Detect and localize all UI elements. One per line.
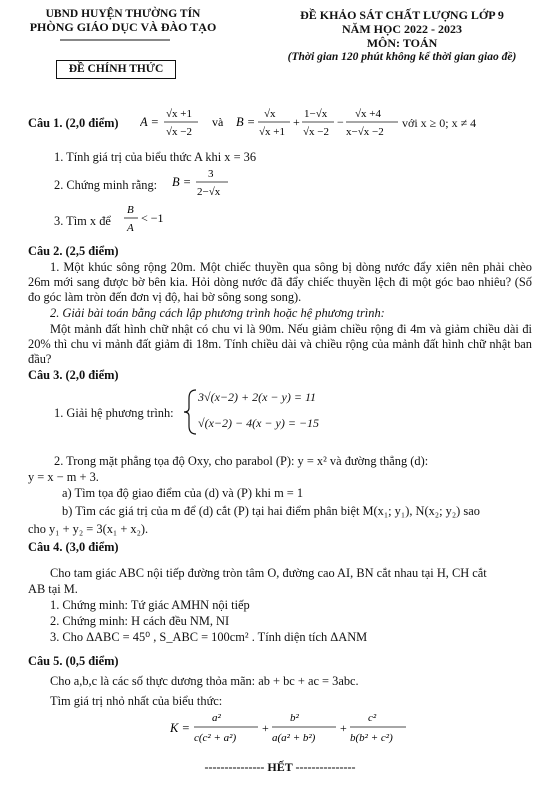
header-right xyxy=(254,8,550,64)
q1-formula-a-b xyxy=(140,104,440,146)
q2-part2: 2. Giải bài toán bằng cách lập phương trình hoặc hệ phương trình: xyxy=(50,306,385,320)
q1-condition: với x ≥ 0; x ≠ 4 xyxy=(402,116,477,130)
q3-part2-line2: y = x − m + 3. xyxy=(28,470,99,484)
svg-text:+: + xyxy=(340,721,347,735)
department-name: PHÒNG GIÁO DỤC VÀ ĐÀO TẠO xyxy=(29,20,217,34)
q3-part2a: a) Tìm tọa độ giao điểm của (d) và (P) khi m = 1 xyxy=(62,486,304,500)
header-underline xyxy=(60,38,170,42)
q4-part1: 1. Chứng minh: Tứ giác AMHN nội tiếp xyxy=(50,598,250,612)
svg-text:b²: b² xyxy=(290,712,299,724)
svg-text:c²: c² xyxy=(368,712,377,724)
q4-intro-line1: Cho tam giác ABC nội tiếp đường tròn tâm O, đường cao AI, BN cắt nhau tại H, CH cắt xyxy=(50,566,487,580)
district-name: UBND HUYỆN THƯỜNG TÍN xyxy=(45,8,201,20)
svg-text:√x −2: √x −2 xyxy=(303,126,329,138)
svg-text:c(c² + a²): c(c² + a²) xyxy=(194,732,237,744)
q3-part1-prefix: 1. Giải hệ phương trình: xyxy=(54,406,174,420)
q1-part1: 1. Tính giá trị của biểu thức A khi x = 36 xyxy=(54,150,257,164)
q5-line1: Cho a,b,c là các số thực dương thỏa mãn: ab + bc + ac = 3abc. xyxy=(50,674,359,688)
q5-title: Câu 5. (0,5 điểm) xyxy=(28,654,119,668)
school-year: NĂM HỌC 2022 - 2023 xyxy=(342,22,462,36)
q5-line2: Tìm giá trị nhỏ nhất của biểu thức: xyxy=(50,694,223,708)
q3-equation1: 3√(x−2) + 2(x − y) = 11 xyxy=(198,390,317,404)
svg-text:B =: B = xyxy=(236,115,256,129)
q2-title: Câu 2. (2,5 điểm) xyxy=(28,244,119,258)
exam-title: ĐỀ KHẢO SÁT CHẤT LƯỢNG LỚP 9 xyxy=(300,8,504,22)
header-left xyxy=(18,8,228,34)
svg-text:1−√x: 1−√x xyxy=(304,108,328,120)
svg-text:A: A xyxy=(127,222,134,234)
svg-text:+: + xyxy=(293,115,300,129)
svg-text:−: − xyxy=(337,115,344,129)
svg-text:x−√x −2: x−√x −2 xyxy=(346,126,384,138)
svg-text:B =: B = xyxy=(172,175,192,189)
q4-intro-line2: AB tại M. xyxy=(28,582,78,596)
svg-text:A =: A = xyxy=(140,115,159,129)
svg-text:< −1: < −1 xyxy=(141,211,164,225)
svg-text:√x +4: √x +4 xyxy=(355,108,381,120)
subject: MÔN: TOÁN xyxy=(366,36,438,50)
svg-text:3: 3 xyxy=(208,168,214,180)
q4-title: Câu 4. (3,0 điểm) xyxy=(28,540,119,554)
end-marker: --------------- HẾT --------------- xyxy=(204,760,356,774)
q3-part2-line1: 2. Trong mặt phẳng tọa độ Oxy, cho parabol (P): y = x² và đường thẳng (d): xyxy=(54,454,429,468)
q4-part2: 2. Chứng minh: H cách đều NM, NI xyxy=(50,614,230,628)
q2-part2-body: Một mảnh đất hình chữ nhật có chu vi là 90m. Nếu giảm chiều rộng đi 4m và giảm chiều dài đi 20% thì chu vi mảnh đất giảm đi 18m. Tính chiều dài và chiều rộng của mảnh đất hình chữ nhật ban đầu? xyxy=(28,322,532,366)
svg-text:b(b² + c²): b(b² + c²) xyxy=(350,732,393,744)
svg-text:a²: a² xyxy=(212,712,221,724)
q1-part2-prefix: 2. Chứng minh rằng: xyxy=(54,178,158,192)
svg-text:√x −2: √x −2 xyxy=(166,126,192,138)
q1-and: và xyxy=(212,115,224,129)
svg-text:√x +1: √x +1 xyxy=(166,108,192,120)
svg-text:a(a² + b²): a(a² + b²) xyxy=(272,732,316,744)
q5-expression xyxy=(170,708,410,754)
q4-part3: 3. Cho ΔABC = 45⁰ , S_ABC = 100cm² . Tính diện tích ΔANM xyxy=(50,630,368,644)
q3-part2b-line2: cho y₁ + y₂ = 3(x₁ + x₂). xyxy=(28,522,149,536)
svg-text:2−√x: 2−√x xyxy=(197,186,221,198)
q1-title: Câu 1. (2,0 điểm) xyxy=(28,116,119,130)
q2-part1: 1. Một khúc sông rộng 20m. Một chiếc thuyền qua sông bị dòng nước đẩy xiên nên phải chèo 26m mới sang được bờ bên kia. Hỏi dòng nước đã đẩy chiếc thuyền lệch đi một góc bao nhiêu? (Số đo góc làm tròn đến đơn vị độ, hai bờ sông song song). xyxy=(28,260,532,304)
svg-text:B: B xyxy=(127,204,134,216)
q3-title: Câu 3. (2,0 điểm) xyxy=(28,368,119,382)
svg-text:+: + xyxy=(262,721,269,735)
official-label: ĐỀ CHÍNH THỨC xyxy=(56,60,176,79)
time-note: (Thời gian 120 phút không kể thời gian giao đề) xyxy=(287,51,517,63)
q1-part3-formula xyxy=(124,202,174,238)
q1-part2-formula xyxy=(172,166,242,202)
svg-text:√x: √x xyxy=(264,108,276,120)
svg-text:√x +1: √x +1 xyxy=(259,126,285,138)
q3-part2b-line1: b) Tìm các giá trị của m để (d) cắt (P) tại hai điểm phân biệt M(x₁; y₁), N(x₂; y₂) sao xyxy=(62,504,480,518)
q3-equation2: √(x−2) − 4(x − y) = −15 xyxy=(198,416,320,430)
q1-part3-prefix: 3. Tìm x để xyxy=(54,214,111,228)
svg-text:K =: K = xyxy=(170,721,190,735)
